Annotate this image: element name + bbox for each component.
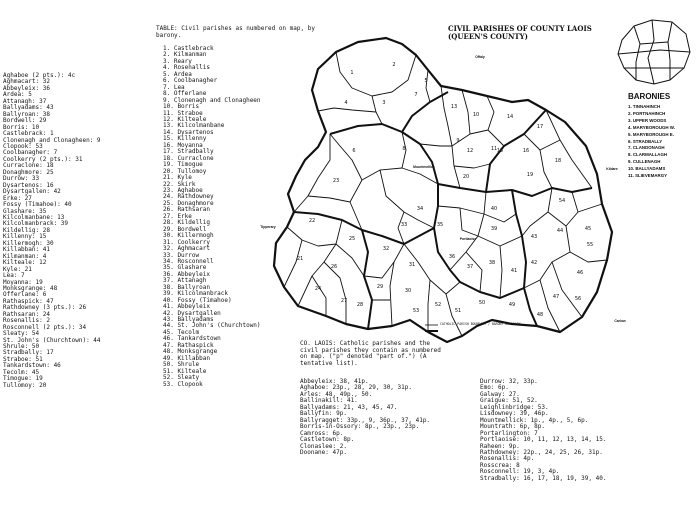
numbered-list-item: 7. Lea (163, 83, 185, 91)
town-label: Kildare (606, 167, 618, 171)
numbered-list-item: 32. Aghmacart (163, 245, 210, 253)
alpha-list-item: Donaghmore: 25 (3, 168, 54, 176)
catholic-list-item: Mountrath: 6p, 8p. (480, 423, 546, 431)
parish-number: 6 (352, 148, 356, 154)
parish-number: 50 (478, 300, 486, 306)
numbered-list-item: 22. Skirk (163, 180, 196, 188)
alpha-list-item: Sleaty: 54 (3, 330, 40, 338)
numbered-list-item: 27. Erke (163, 212, 192, 220)
alpha-list-item: Offerlane: 6 (3, 291, 47, 299)
parish-number: 27 (340, 298, 348, 304)
barony-item: 7. CLANDONAGH (628, 145, 665, 151)
catholic-list-item: Rathdowney: 22p., 24, 25, 26, 31p. (480, 448, 603, 456)
catholic-list-item: Leighlinbridge: 53. (480, 403, 549, 411)
catholic-list-item: Emo: 6p. (480, 384, 509, 392)
numbered-list-item: 10. Borris (163, 103, 200, 111)
alpha-list-item: Castlebrack: 1 (3, 130, 54, 138)
alpha-list-item: Monksgrange: 48 (3, 284, 58, 292)
parish-number: 14 (506, 114, 514, 120)
numbered-list-item: 48. Monksgrange (163, 348, 218, 356)
parish-number: 21 (296, 256, 304, 262)
alpha-list-item: Tullomoy: 20 (3, 381, 47, 389)
town-label: Mountmellick (413, 165, 435, 169)
alpha-list-item: Durrow: 33 (3, 175, 40, 183)
map-title-line2: (QUEEN'S COUNTY) (448, 32, 528, 41)
catholic-list-item: Raheen: 9p. (480, 442, 520, 450)
parish-number: 40 (490, 206, 498, 212)
parish-number: 56 (574, 296, 582, 302)
alpha-list-item: Aghaboe (2 pts.): 4c (3, 72, 76, 79)
numbered-list-item: 37. Attanagh (163, 277, 207, 285)
alpha-list-item: Dysartenos: 16 (3, 181, 54, 189)
parish-number: 33 (400, 222, 408, 228)
numbered-list-item: 4. Rosenallis (163, 64, 210, 72)
numbered-list-item: 25. Donaghmore (163, 199, 214, 207)
parish-number: 26 (330, 264, 338, 270)
parish-number: 32 (382, 246, 390, 252)
catholic-list-item: Portlaoise: 10, 11, 12, 13, 14, 15. (480, 436, 607, 444)
alpha-list-item: Tecolm: 45 (3, 368, 40, 376)
numbered-list-item: 6. Coolbanagher (163, 77, 218, 85)
barony-item: 3. UPPER WOODS (628, 117, 667, 123)
numbered-list-item: 20. Tullomoy (163, 167, 207, 175)
catholic-list-item: Portarlington: 7 (480, 429, 538, 437)
parish-number: 47 (552, 294, 560, 300)
parish-number: 53 (412, 308, 420, 314)
parish-number: 45 (584, 226, 592, 232)
numbered-list-item: 1. Castlebrack (163, 45, 214, 52)
numbered-list-item: 17. Stradbally (163, 148, 214, 156)
parish-number: 38 (488, 260, 496, 266)
numbered-list-item: 2. Kilmanman (163, 51, 207, 59)
baronies-heading: BARONIES (628, 92, 671, 101)
numbered-list-item: 52. Sleaty (163, 374, 200, 382)
parish-number: 10 (472, 112, 480, 118)
parish-number: 2 (392, 62, 396, 68)
barony-item: 9. CULLENAGH (628, 159, 661, 165)
parish-number: 5 (424, 78, 428, 84)
numbered-list-item: 40. Fossy (Timahoe) (163, 296, 232, 304)
parish-number: 22 (308, 218, 316, 224)
parish-number: 48 (536, 312, 544, 318)
numbered-list-item: 15. Killenny (163, 135, 207, 143)
alpha-list-item: Straboe: 51 (3, 355, 43, 363)
alpha-list-item: Killenny: 15 (3, 233, 47, 241)
barony-item: 5. MARYBOROUGH E. (628, 131, 674, 137)
parish-number: 54 (558, 198, 566, 204)
numbered-list-item: 18. Curraclone (163, 154, 214, 162)
barony-item: 8. CLARMALLAGH (628, 152, 668, 158)
parish-number: 8 (402, 146, 406, 152)
barony-item: 6. STRADBALLY (628, 138, 663, 144)
town-label: Offaly (475, 55, 485, 59)
catholic-list-item: Durrow: 32, 33p. (480, 378, 538, 385)
alpha-list-item: Clonenagh and Clonagheen: 9 (3, 136, 101, 144)
alpha-list-item: Shrule: 50 (3, 343, 40, 351)
parish-number: 17 (536, 124, 544, 130)
alpha-list-item: Rathsaran: 24 (3, 310, 50, 318)
numbered-list-item: 38. Ballyroan (163, 283, 210, 291)
parish-number: 41 (510, 268, 518, 274)
catholic-list-item: Lisdowney: 39, 46p. (480, 410, 549, 418)
numbered-list-item: 44. St. John's (Churchtown) (163, 322, 261, 330)
numbered-list-item: 41. Abbeyleix (163, 303, 210, 311)
numbered-list-item: 19. Timogue (163, 161, 203, 169)
numbered-list-item: 28. Kildellig (163, 219, 210, 227)
numbered-list-item: 26. Rathsaran (163, 206, 210, 214)
barony-item: 10. BALLYADAMS (628, 166, 666, 172)
numbered-list-item: 34. Rosconnell (163, 257, 214, 265)
catholic-list-item: Ballinakill: 41. (300, 397, 358, 405)
parish-number: 9 (456, 138, 460, 144)
alpha-list-item: Rosconnell (2 pts.): 34 (3, 323, 87, 331)
numbered-list-item: 23. Aghaboe (163, 186, 203, 194)
catholic-list-left (300, 379, 430, 456)
alpha-list-item: Stradbally: 17 (3, 349, 54, 357)
parish-number: 30 (404, 288, 412, 294)
numbered-list-item: 9. Clonenagh and Clonagheen (163, 96, 261, 104)
catholic-list-item: Borris-in-Ossory: 8p., 23p., 23p. (300, 423, 420, 431)
parish-number: 42 (530, 260, 538, 266)
parish-number: 18 (554, 158, 562, 164)
numbered-list-item: 43. Ballyadams (163, 316, 214, 324)
numbered-list-item: 33. Durrow (163, 251, 200, 259)
alpha-list-item: Glashare: 35 (3, 207, 47, 215)
alpha-list-item: Aghmacart: 32 (3, 78, 50, 86)
barony-item: 11. SLIEVEMARGY (628, 173, 668, 179)
parish-number: 35 (436, 222, 444, 228)
alpha-list-item: Dysartgallen: 42 (3, 188, 61, 196)
catholic-list-item: Ballyadams: 21, 43, 45, 47. (300, 403, 398, 411)
alpha-list-item: Clopook: 53 (3, 142, 43, 150)
numbered-list-item: 5. Ardea (163, 70, 192, 78)
catholic-list-item: Ballyragget: 33p., 9, 36p., 37, 41p. (300, 416, 431, 424)
alpha-list-item: Attanagh: 37 (3, 97, 47, 105)
alpha-list-item: Rosenallis: 2 (3, 317, 50, 325)
catholic-list-item: Mountmellick: 1p., 4p., 5, 6p. (480, 416, 589, 424)
numbered-list-item: 35. Glashare (163, 264, 207, 272)
alpha-list-item: Kilteale: 12 (3, 259, 47, 267)
map-title-line1: CIVIL PARISHES OF COUNTY LAOIS (448, 24, 592, 33)
alpha-list-item: Timogue: 19 (3, 375, 43, 383)
numbered-list-item: 21. Kyle (163, 174, 192, 182)
parish-number: 31 (408, 262, 416, 268)
parish-number: 36 (448, 254, 456, 260)
alpha-list-item: Kilcolmanbane: 13 (3, 213, 65, 221)
catholic-list-item: Ballyfin: 9p. (300, 410, 347, 418)
parish-number: 55 (586, 242, 594, 248)
numbered-list-item: 8. Offerlane (163, 90, 207, 98)
numbered-list-item: 51. Kilteale (163, 367, 207, 375)
alpha-list-item: Abbeyleix: 36 (3, 84, 50, 92)
alpha-list-item: St. John's (Churchtown): 44 (3, 336, 101, 344)
numbered-list-item: 47. Rathaspick (163, 341, 214, 349)
alpha-list-item: Lea: 7 (3, 272, 25, 280)
parish-number: 49 (508, 302, 516, 308)
parish-number: 1 (350, 70, 354, 76)
catholic-list-item: Stradbally: 16, 17, 18, 19, 39, 40. (480, 474, 607, 482)
barony-list (628, 104, 675, 180)
parish-number: 20 (462, 174, 470, 180)
alpha-list-item: Ardea: 5 (3, 91, 32, 99)
alpha-list-item: Moyanna: 19 (3, 278, 43, 286)
catholic-list-item: Arles: 48, 49p., 50. (300, 390, 373, 398)
numbered-list-item: 29. Bordwell (163, 225, 207, 233)
catholic-list-item: Abbeyleix: 38, 41p. (300, 378, 369, 385)
parish-number: 16 (522, 148, 530, 154)
numbered-list-item: 24. Rathdowney (163, 193, 214, 201)
barony-item: 1. TINNAHINCH (628, 104, 661, 109)
numbered-list-item: 11. Straboe (163, 109, 203, 117)
parish-number: 43 (530, 234, 538, 240)
alpha-list-item: Fossy (Timahoe): 40 (3, 201, 72, 209)
numbered-list-item: 31. Coolkerry (163, 238, 210, 246)
alpha-list-item: Kyle: 21 (3, 265, 32, 273)
alpha-list-item: Killabban: 41 (3, 246, 50, 254)
parish-number: 39 (490, 226, 498, 232)
parish-number: 24 (314, 286, 322, 292)
parish-number: 4 (344, 100, 348, 106)
parish-number: 3 (382, 100, 386, 106)
alpha-list-item: Erke: 27 (3, 194, 32, 202)
alpha-list-item: Coolbanagher: 7 (3, 149, 58, 157)
numbered-list-item: 50. Shrule (163, 361, 200, 369)
alpha-list-item: Kildellig: 28 (3, 226, 50, 234)
alpha-list-item: Ballyadams: 43 (3, 104, 54, 112)
town-label: Carlow (614, 319, 626, 323)
parish-number: 11 (490, 146, 498, 152)
numbered-list-item: 42. Dysartgallen (163, 309, 221, 317)
legend-note: CATHOLIC PARISH BOUNDARY / BARONY BOUNDARY (440, 322, 521, 326)
numbered-list-item: 36. Abbeyleix (163, 270, 210, 278)
alpha-list-item: Bordwell: 29 (3, 117, 47, 125)
numbered-list-item: 53. Clopook (163, 380, 203, 388)
numbered-list-item: 30. Killermogh (163, 232, 214, 240)
town-label: Tipperary (260, 225, 276, 229)
parish-number: 23 (332, 178, 340, 184)
parish-number: 25 (348, 236, 356, 242)
catholic-list-item: Clonaslee: 2. (300, 442, 347, 450)
parish-number: 19 (526, 172, 534, 178)
alpha-list-item: Curraclone: 18 (3, 162, 54, 170)
alpha-list-item: Kilcolmanbrack: 39 (3, 220, 69, 228)
parish-number: 7 (414, 92, 418, 98)
parish-number: 46 (576, 270, 584, 276)
alpha-parish-list (3, 73, 101, 389)
catholic-list-item: Galway: 27. (480, 390, 520, 398)
numbered-list-item: 45. Tecolm (163, 328, 200, 336)
numbered-list-item: 3. Reary (163, 57, 192, 65)
parish-number: 15 (496, 148, 504, 154)
alpha-list-item: Coolkerry (2 pts.): 31 (3, 155, 83, 163)
parish-number: 28 (356, 302, 364, 308)
numbered-list-item: 14. Dysartenos (163, 128, 214, 136)
alpha-list-item: Rathdowney (3 pts.): 26 (3, 304, 87, 312)
numbered-list-item: 49. Killabban (163, 354, 210, 362)
barony-item: 4. MARYBOROUGH W. (628, 124, 675, 130)
catholic-list-item: Aghaboe: 23p., 28, 29, 30, 31p. (300, 384, 412, 392)
catholic-list-item: Rosconnell: 19, 3, 4p. (480, 468, 560, 476)
alpha-list-item: Tankardstown: 46 (3, 362, 61, 370)
catholic-heading: CO. LAOIS: Catholic parishes and the civil parishes they contain as numbered on map. ("p" denoted "part of.") (A tentative list). (300, 340, 441, 367)
catholic-list-item: Rosenallis: 4p. (480, 455, 535, 463)
numbered-list-item: 39. Kilcolmanbrack (163, 290, 229, 298)
alpha-list-item: Ballyroan: 38 (3, 110, 50, 118)
numbered-list-item: 46. Tankardstown (163, 335, 221, 343)
parish-number: 12 (466, 148, 474, 154)
parish-number: 44 (556, 228, 564, 234)
numbered-parish-list (163, 46, 261, 388)
catholic-list-item: Camross: 6p. (300, 429, 344, 437)
parish-number: 37 (466, 264, 474, 270)
parish-number: 52 (434, 302, 442, 308)
catholic-list-item: Doonane: 47p. (300, 448, 347, 456)
numbered-heading: TABLE: Civil parishes as numbered on map, by barony. (156, 25, 315, 39)
parish-number: 51 (454, 308, 462, 314)
numbered-list-item: 13. Kilcolmanbane (163, 122, 225, 130)
parish-number: 34 (416, 206, 424, 212)
barony-item: 2. PORTNAHINCH (628, 110, 666, 116)
numbered-list-item: 12. Kilteale (163, 115, 207, 123)
alpha-list-item: Killermogh: 30 (3, 239, 54, 247)
catholic-list-item: Graigue: 51, 52. (480, 397, 538, 405)
alpha-list-item: Rathaspick: 47 (3, 297, 54, 305)
catholic-list-item: Castletown: 8p. (300, 436, 355, 444)
parish-number: 29 (376, 284, 384, 290)
parish-number: 13 (450, 104, 458, 110)
catholic-list-item: Rosscrea: 8 (480, 461, 520, 469)
map-title (448, 25, 592, 41)
alpha-list-item: Borris: 10 (3, 123, 40, 131)
town-label: Portlaoise (459, 237, 477, 241)
alpha-list-item: Kilmanman: 4 (3, 252, 47, 260)
catholic-list-right (480, 379, 606, 482)
numbered-list-item: 16. Moyanna (163, 141, 203, 149)
